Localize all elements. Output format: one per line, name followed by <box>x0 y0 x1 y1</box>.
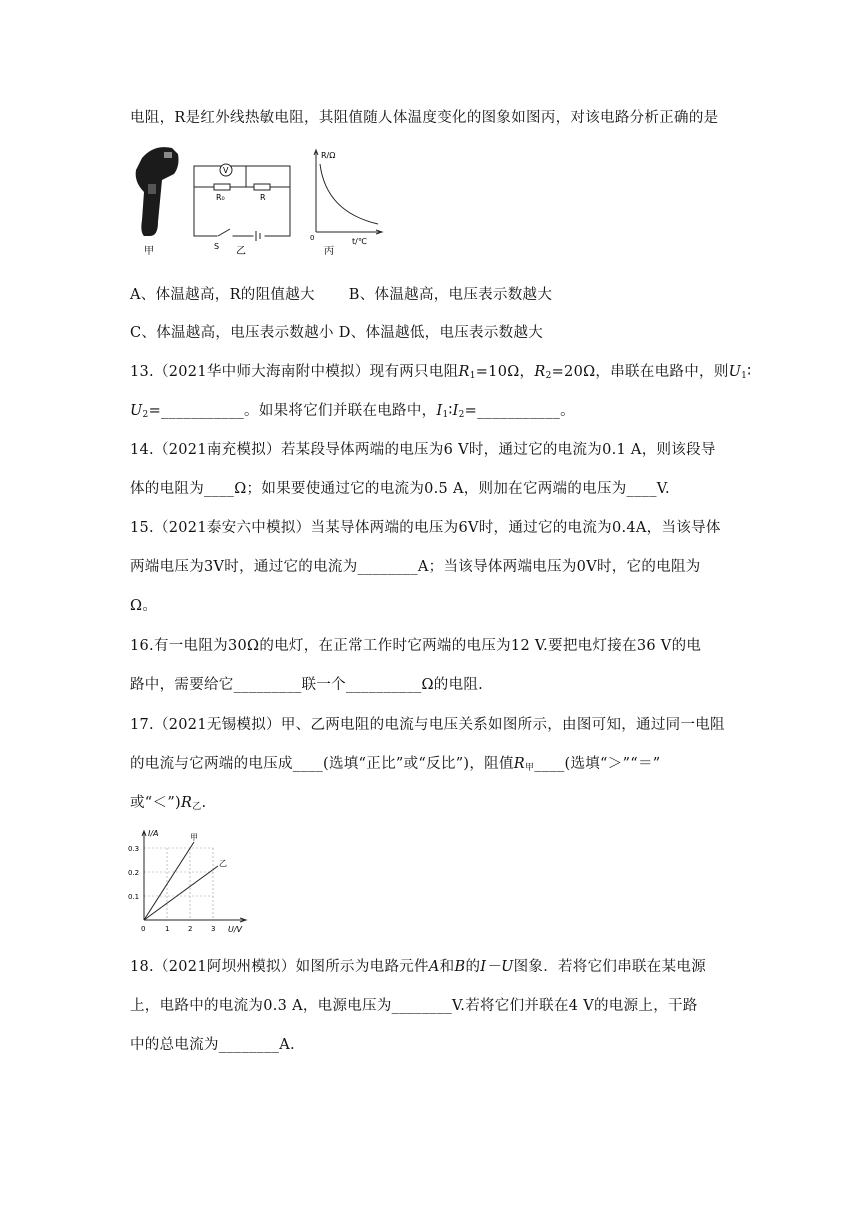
q12-option-d: D、体温越低，电压表示数越大 <box>338 325 544 341</box>
series-jia-line <box>144 842 194 920</box>
q15-line-3: Ω。 <box>130 598 158 614</box>
figure-thermometer-circuit-graph <box>128 140 388 258</box>
i1-sub: 1 <box>442 410 449 420</box>
q12-option-b: B、体温越高，电压表示数越大 <box>348 287 553 303</box>
r2-symbol: R <box>534 364 546 380</box>
r-label: R <box>260 193 266 202</box>
u2-sub: 2 <box>142 410 149 420</box>
q13-line-2 <box>130 399 575 420</box>
q14-line-1: 14.（2021南充模拟）若某段导体两端的电压为6 V时，通过它的电流为0.1 A，则该段导 <box>130 442 716 458</box>
q18-line-1 <box>130 955 706 976</box>
xtick-2: 2 <box>188 925 193 933</box>
r2-value: =20Ω，串联在电路中，则 <box>551 364 729 380</box>
q13-line-1 <box>130 360 751 381</box>
q15-line-2: 两端电压为3V时，通过它的电流为________A；当该导体两端电压为0V时，它的电阻为 <box>130 559 701 575</box>
r1-symbol: R <box>458 364 470 380</box>
fig-label-bing: 丙 <box>324 246 334 257</box>
q17-line-2 <box>130 752 661 773</box>
q14-line-2: 体的电阻为____Ω；如果要使通过它的电流为0.5 A，则加在它两端的电压为____V. <box>130 481 670 497</box>
i2-symbol: I <box>452 403 459 419</box>
i2-sub: 2 <box>458 410 465 420</box>
xtick-3: 3 <box>211 925 216 933</box>
r-jia-sub: 甲 <box>524 763 535 773</box>
q15-line-1: 15.（2021泰安六中模拟）当某导体两端的电压为6V时，通过它的电流为0.4A，当该导体 <box>130 520 721 536</box>
q13-text-3: =___________。 <box>464 403 575 419</box>
q16-line-1: 16.有一电阻为30Ω的电灯，在正常工作时它两端的电压为12 V.要把电灯接在36 V的电 <box>130 638 702 654</box>
q12-options-ab <box>130 283 552 304</box>
ytick-0-2: 0.2 <box>128 869 140 877</box>
fig-label-yi: 乙 <box>236 246 246 257</box>
q17-line-1: 17.（2021无锡模拟）甲、乙两电阻的电流与电压关系如图所示，由图可知，通过同一电阻 <box>130 717 725 733</box>
fig-label-jia: 甲 <box>144 246 154 257</box>
series-jia-label: 甲 <box>190 833 198 842</box>
switch-label: S <box>214 242 220 251</box>
u1-symbol: U <box>728 364 742 380</box>
q17-text-3: 或“＜”) <box>130 795 181 811</box>
r-yi-symbol: R <box>180 795 193 811</box>
series-yi-label: 乙 <box>219 859 227 868</box>
q12-option-c: C、体温越高，电压表示数越小 <box>130 325 334 341</box>
element-b: B <box>454 959 466 975</box>
q18-text-2: 图象．若将它们串联在某电源 <box>513 959 707 975</box>
series-yi-line <box>144 866 218 920</box>
grid <box>144 848 213 920</box>
q18-line-3: 中的总电流为________A. <box>130 1037 295 1053</box>
q16-line-2: 路中，需要给它_________联一个__________Ω的电阻. <box>130 677 484 693</box>
q12-option-a: A、体温越高，R的阻值越大 <box>130 287 315 303</box>
q18-de: 的 <box>465 959 481 975</box>
r-yi-sub: 乙 <box>192 802 202 812</box>
i1-symbol: I <box>436 403 443 419</box>
q18-line-2 <box>130 994 698 1015</box>
q12-options-cd <box>130 321 543 342</box>
q13-text-2: =___________。如果将它们并联在电路中， <box>148 403 437 419</box>
circuit-diagram <box>194 164 290 241</box>
q17-text-4: . <box>201 795 207 811</box>
u1-sub: 1 <box>741 371 748 381</box>
element-a: A <box>428 959 440 975</box>
ratio-colon: ∶ <box>747 364 752 380</box>
voltmeter-label: V <box>223 166 229 175</box>
resistance-temperature-graph <box>314 150 382 234</box>
q18-text: 18.（2021阿坝州模拟）如图所示为电路元件 <box>130 959 429 975</box>
q18-and: 和 <box>439 959 455 975</box>
intro-text: 电阻，R是红外线热敏电阻，其阻值随人体温度变化的图象如图丙，对该电路分析正确的是 <box>130 110 719 126</box>
xtick-0: 0 <box>141 925 146 933</box>
u2-symbol: U <box>130 403 143 419</box>
thermometer-gun-icon <box>136 147 179 236</box>
q17-text-2: ____(选填“＞”“＝” <box>534 756 661 772</box>
graph-axis-x: t/℃ <box>352 237 367 246</box>
q17-text: 的电流与它两端的电压成____(选填“正比”或“反比”)，阻值 <box>130 756 514 772</box>
axes <box>142 831 246 922</box>
axis-y-label: I/A <box>148 829 159 838</box>
q18-text-4: 若将它们并联在4 V的电源上，干路 <box>465 998 698 1014</box>
axis-x-label: U/V <box>228 925 243 934</box>
r-jia-symbol: R <box>513 756 525 772</box>
r1-value: =10Ω， <box>475 364 535 380</box>
graph-origin: 0 <box>310 234 315 242</box>
figure-iu-graph <box>128 826 288 938</box>
ytick-0-3: 0.3 <box>128 845 140 853</box>
q13-text: 13.（2021华中师大海南附中模拟）现有两只电阻 <box>130 364 459 380</box>
r1-sub: 1 <box>469 371 476 381</box>
ratio-colon-2: ∶ <box>448 403 453 419</box>
q17-line-3 <box>130 791 206 812</box>
q18-text-3: 上，电路中的电流为0.3 A，电源电压为________V. <box>130 998 466 1014</box>
r2-sub: 2 <box>545 371 552 381</box>
graph-axis-y: R/Ω <box>321 151 336 160</box>
iu-symbol: I－U <box>480 959 514 975</box>
xtick-1: 1 <box>165 925 170 933</box>
ytick-0-1: 0.1 <box>128 893 140 901</box>
r0-label: R₀ <box>216 193 225 202</box>
